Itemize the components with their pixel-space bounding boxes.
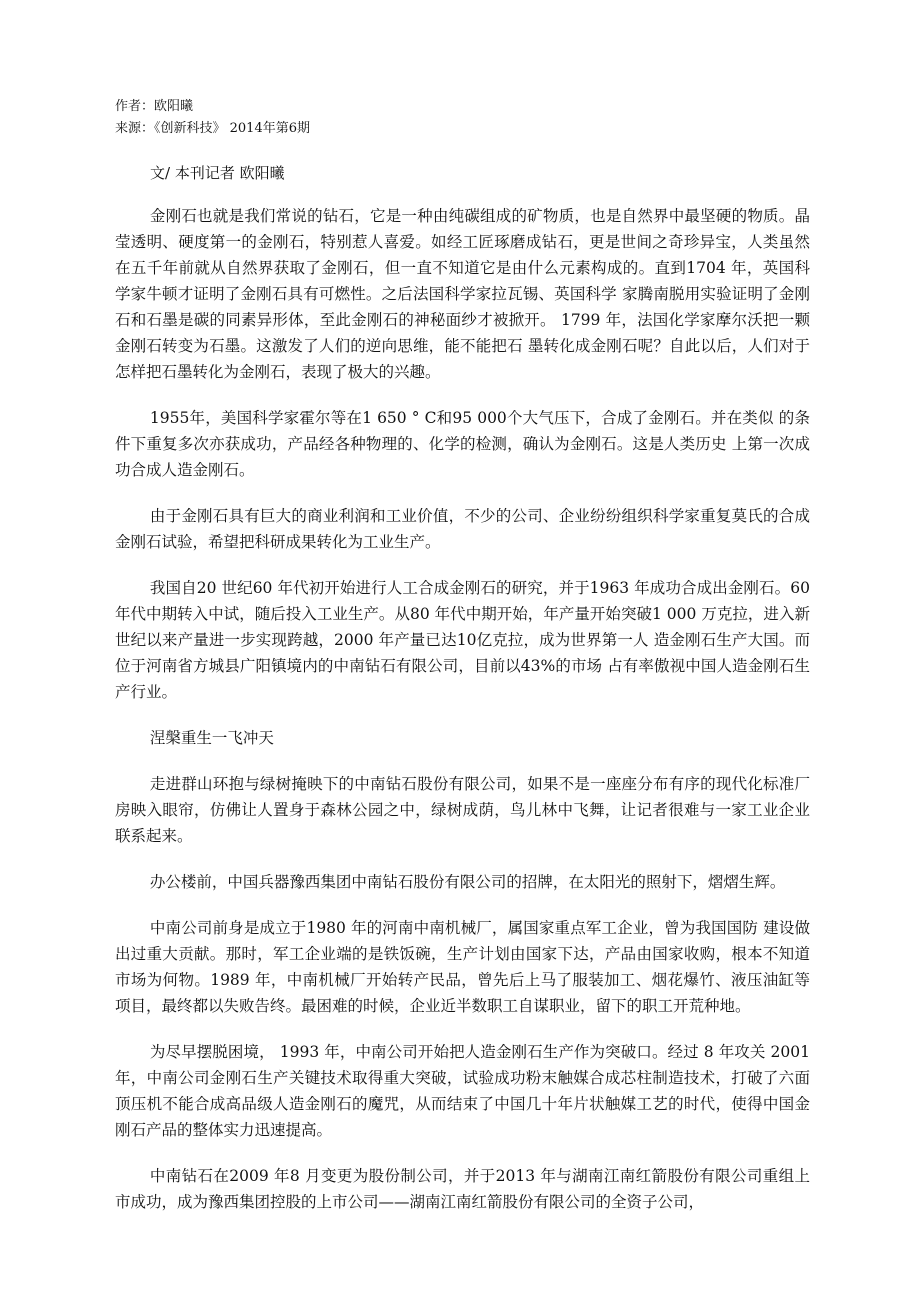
paragraph: 由于金刚石具有巨大的商业利润和工业价值，不少的公司、企业纷纷组织科学家重复莫氏的合成金刚石试验，希望把科研成果转化为工业生产。: [115, 507, 810, 551]
section-heading: 涅槃重生一飞冲天: [149, 729, 274, 747]
paragraph: 为尽早摆脱困境， 1993 年，中南公司开始把人造金刚石生产作为突破口。经过 8 年攻关 2001 年，中南公司金刚石生产关键技术取得重大突破，试验成功粉末触媒合成芯柱制造技术，打破了六面顶压机不能合成高品级人造金刚石的魔咒，从而结束了中国几十年片状触媒工艺的时代，使得中国金刚石产品的整体实力迅速提高。: [115, 1043, 810, 1139]
article-body: [115, 203, 810, 1235]
article-meta: [115, 96, 310, 140]
paragraph: 金刚石也就是我们常说的钻石，它是一种由纯碳组成的矿物质，也是自然界中最坚硬的物质。晶莹透明、硬度第一的金刚石，特别惹人喜爱。如经工匠琢磨成钻石，更是世间之奇珍异宝，人类虽然在五千年前就从自然界获取了金刚石，但一直不知道它是由什么元素构成的。直到1704 年，英国科学家牛顿才证明了金刚石具有可燃性。之后法国科学家拉瓦锡、英国科学 家腾南脱用实验证明了金刚石和石墨是碳的同素异形体，至此金刚石的神秘面纱才被掀开。 1799 年，法国化学家摩尔沃把一颗金刚石转变为石墨。这激发了人们的逆向思维，能不能把石 墨转化成金刚石呢？自此以后，人们对于怎样把石墨转化为金刚石，表现了极大的兴趣。: [115, 207, 810, 381]
paragraph: 1955年，美国科学家霍尔等在1 650 ° C和95 000个大气压下，合成了金刚石。并在类似 的条件下重复多次亦获成功，产品经各种物理的、化学的检测，确认为金刚石。这是人类历史 上第一次成功合成人造金刚石。: [115, 409, 810, 479]
paragraph: 中南钻石在2009 年8 月变更为股份制公司，并于2013 年与湖南江南红箭股份有限公司重组上市成功，成为豫西集团控股的上市公司——湖南江南红箭股份有限公司的全资子公司，: [115, 1167, 810, 1211]
author-line: 作者：欧阳曦: [115, 99, 194, 114]
paragraph: 我国自20 世纪60 年代初开始进行人工合成金刚石的研究，并于1963 年成功合成出金刚石。60 年代中期转入中试，随后投入工业生产。从80 年代中期开始，年产量开始突破1 000 万克拉，进入新世纪以来产量进一步实现跨越，2000 年产量已达10亿克拉，成为世界第一人 造金刚石生产大国。而位于河南省方城县广阳镇境内的中南钻石有限公司，目前以43%的市场 占有率傲视中国人造金刚石生产行业。: [115, 579, 810, 701]
paragraph: 走进群山环抱与绿树掩映下的中南钻石股份有限公司，如果不是一座座分布有序的现代化标准厂房映入眼帘，仿佛让人置身于森林公园之中，绿树成荫，鸟儿林中飞舞，让记者很难与一家工业企业联系起来。: [115, 775, 810, 845]
byline: 文/ 本刊记者 欧阳曦: [150, 164, 285, 182]
paragraph: 办公楼前，中国兵器豫西集团中南钻石股份有限公司的招牌，在太阳光的照射下，熠熠生辉。: [149, 873, 786, 891]
source-line: 来源：《创新科技》 2014年第6期: [115, 121, 310, 136]
paragraph: 中南公司前身是成立于1980 年的河南中南机械厂，属国家重点军工企业，曾为我国国防 建设做出过重大贡献。那时，军工企业端的是铁饭碗，生产计划由国家下达，产品由国家收购，根本不知道市场为何物。1989 年，中南机械厂开始转产民品，曾先后上马了服装加工、烟花爆竹、液压油缸等项目，最终都以失败告终。最困难的时候，企业近半数职工自谋职业，留下的职工开荒种地。: [115, 919, 810, 1015]
